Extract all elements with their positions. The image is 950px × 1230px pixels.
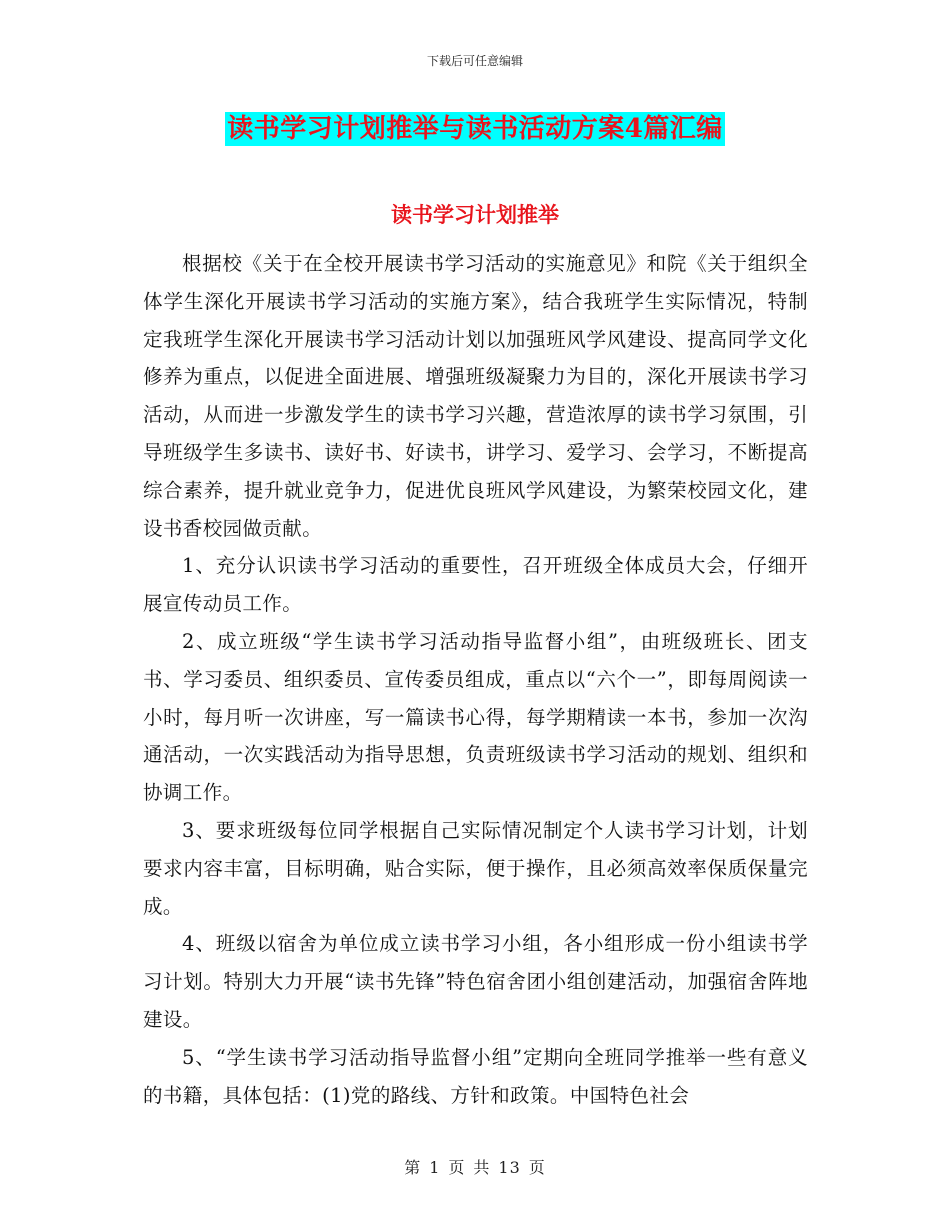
paragraph-intro: 根据校《关于在全校开展读书学习活动的实施意见》和院《关于组织全体学生深化开展读书学习活动的实施方案》，结合我班学生实际情况，特制定我班学生深化开展读书学习活动计划以加强班风学风建设、提高同学文化修养为重点，以促进全面进展、增强班级凝聚力为目的，深化开展读书学习活动，从而进一步激发学生的读书学习兴趣，营造浓厚的读书学习氛围，引导班级学生多读书、读好书、好读书，讲学习、爱学习、会学习，不断提高综合素养，提升就业竞争力，促进优良班风学风建设，为繁荣校园文化，建设书香校园做贡献。 bbox=[143, 252, 808, 540]
footer-label-total: 共 bbox=[473, 1158, 491, 1177]
document-title-container bbox=[0, 112, 950, 146]
paragraph-item-4: 4、班级以宿舍为单位成立读书学习小组，各小组形成一份小组读书学习计划。特别大力开展“读书先锋”特色宿舍团小组创建活动，加强宿舍阵地建设。 bbox=[143, 932, 808, 1031]
footer-total-pages: 13 bbox=[498, 1158, 521, 1177]
footer-label-page: 第 bbox=[404, 1158, 422, 1177]
document-title: 读书学习计划推举与读书活动方案4篇汇编 bbox=[227, 114, 723, 144]
paragraph-item-2: 2、成立班级“学生读书学习活动指导监督小组”，由班级班长、团支书、学习委员、组织委员、宣传委员组成，重点以“六个一”，即每周阅读一小时，每月听一次讲座，写一篇读书心得，每学期精读一本书，参加一次沟通活动，一次实践活动为指导思想，负责班级读书学习活动的规划、组织和协调工作。 bbox=[143, 629, 808, 805]
section-title: 读书学习计划推举 bbox=[391, 202, 559, 227]
page-footer bbox=[0, 1155, 950, 1178]
paragraph-item-3: 3、要求班级每位同学根据自己实际情况制定个人读书学习计划，计划要求内容丰富，目标明确，贴合实际，便于操作，且必须高效率保质保量完成。 bbox=[143, 818, 808, 918]
paragraph-item-5: 5、“学生读书学习活动指导监督小组”定期向全班同学推举一些有意义的书籍，具体包括：(1)党的路线、方针和政策。中国特色社会 bbox=[143, 1045, 808, 1107]
footer-current-page: 1 bbox=[429, 1158, 441, 1177]
page-header-note: 下载后可任意编辑 bbox=[426, 54, 523, 68]
paragraph-item-1: 1、充分认识读书学习活动的重要性，召开班级全体成员大会，仔细开展宣传动员工作。 bbox=[143, 554, 808, 616]
document-body bbox=[143, 245, 808, 1114]
footer-label-unit-end: 页 bbox=[528, 1158, 546, 1177]
footer-label-unit: 页 bbox=[448, 1158, 466, 1177]
